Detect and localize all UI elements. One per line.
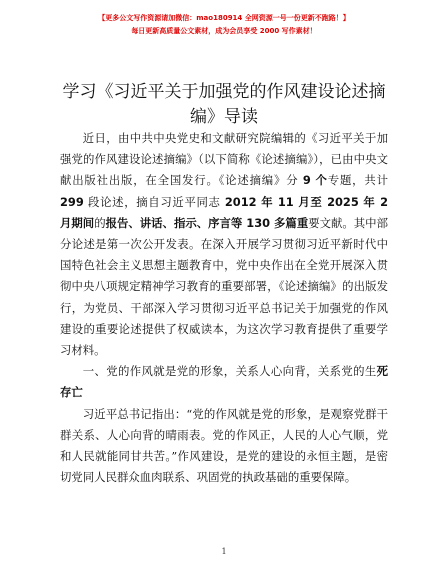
header-banner-line2: 每日更新高质量公文素材，成为会员享受 2000 写作素材！ (131, 27, 317, 35)
page-number: 1 (221, 547, 227, 556)
paragraph-quote: 习近平总书记指出：“党的作风就是党的形象，是观察党群干群关系、人心向背的晴雨表。党的作风正，人民的人心气顺，党和人民就能同甘共苦。”作风建设，是党的建设的永恒主题，是密切党同人民群众血肉联系、巩固党的执政基础的重要保障。 (60, 406, 388, 485)
text-run: 段论述，摘自习近平同志 (83, 194, 225, 209)
bold-text: 9 个 (302, 173, 328, 188)
section-heading-1 (60, 361, 388, 403)
text-run: 一、党的作风就是党的形象，关系人心向背，关系党的生 (82, 364, 377, 379)
header-banner-line1: 【更多公文写作资源请加微信：mao180914 全网资源一号一份更新不跑路！】 (98, 14, 350, 22)
document-body (60, 128, 388, 488)
bold-text: 死存亡 (60, 364, 388, 400)
document-title: 学习《习近平关于加强党的作风建设论述摘编》导读 (62, 82, 386, 127)
paragraph-intro (60, 128, 388, 361)
text-run: 的 (94, 215, 106, 230)
text-run: 要文献。其中部分论述是第一次公开发表。在深入开展学习贯彻习近平新时代中国特色社会主义思想主题教育中，党中央作出在全党开展深入贯彻中央八项规定精神学习教育的重要部署，《论述摘编》的出版发行，为党员、干部深入学习贯彻习近平总书记关于加强党的作风建设的重要论述提供了权威读本，为这次学习教育提供了重要学习材料。 (60, 215, 388, 358)
text-run: 近日，由中共中央党史和文献研究院编辑的《习近平关于加强党的作风建设论述摘编》（以下简称《论述摘编》），已由中央文献出版社出版，在全国发行。《论述摘编》分 (60, 131, 388, 188)
bold-text: 299 (60, 194, 84, 209)
bold-text: 2012 年 11 月至 2025 年 2 月期间 (60, 194, 388, 230)
bold-text: 报告、讲话、指示、序言等 130 多篇重 (105, 215, 309, 230)
text-run: 专题，共计 (327, 173, 388, 188)
